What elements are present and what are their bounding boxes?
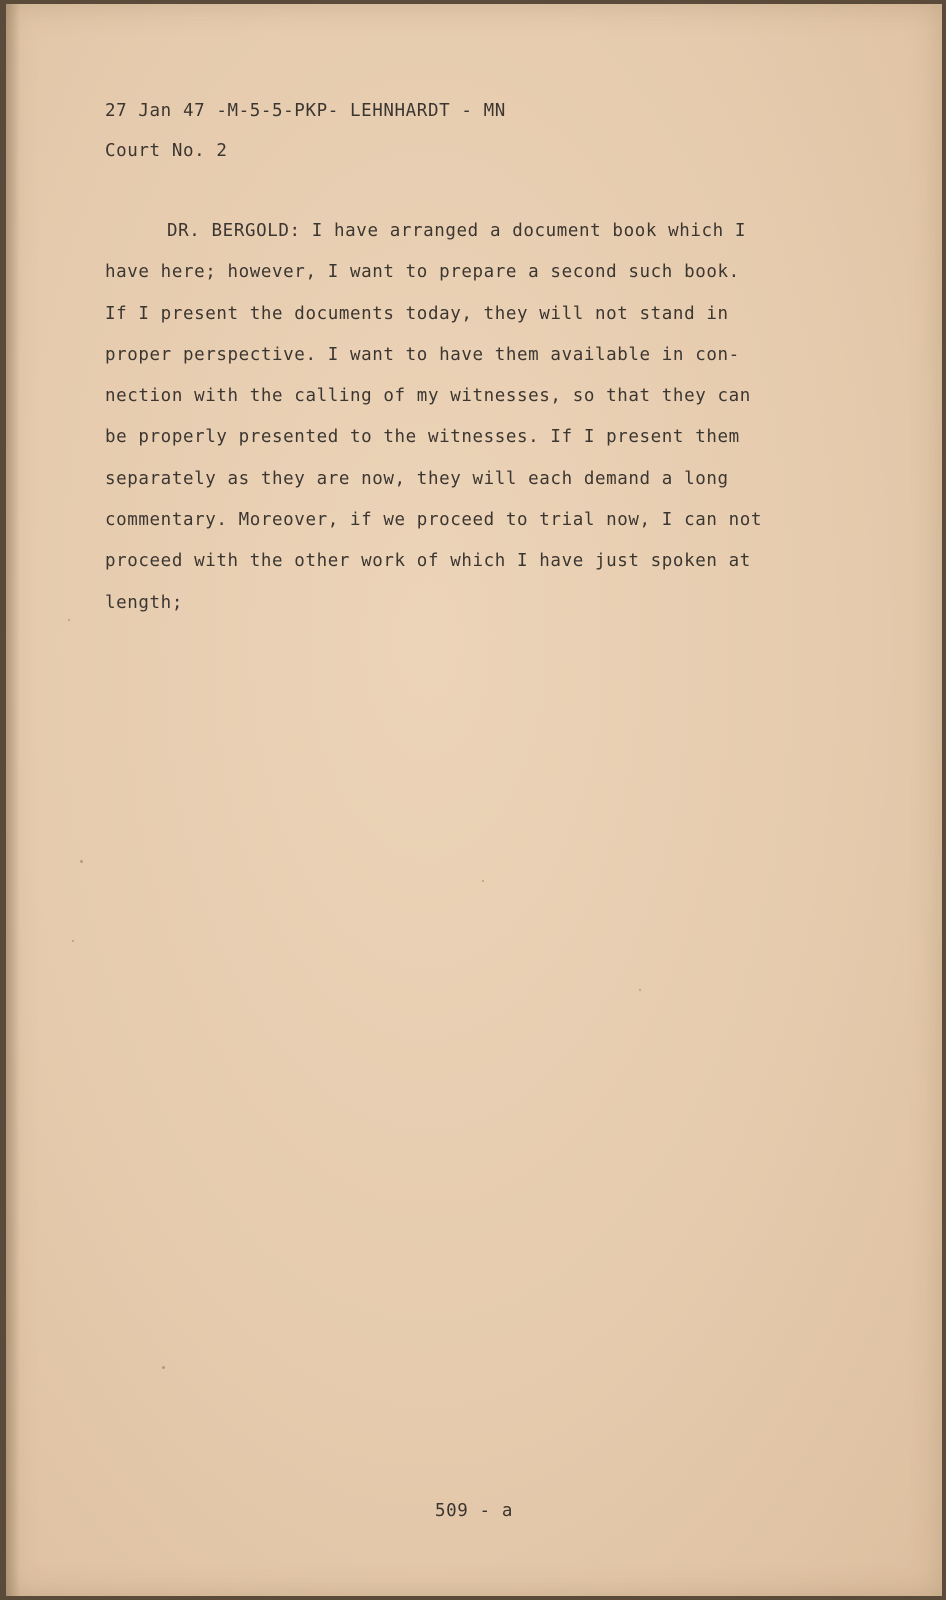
transcript-line: proceed with the other work of which I have just spoken at [105,551,751,572]
transcript-line: DR. BERGOLD: I have arranged a document book which I [167,221,747,241]
paper-speck [68,619,70,621]
paper-speck [72,940,74,942]
transcript-line: be properly presented to the witnesses. If I present them [105,427,740,448]
paper-speck [80,860,83,863]
transcript-line: length; [105,592,183,613]
paper-speck [482,880,484,882]
paper-speck [639,989,641,991]
transcript-line: If I present the documents today, they will not stand in [105,303,729,324]
transcript-line: have here; however, I want to prepare a second such book. [105,262,740,283]
transcript-line: proper perspective. I want to have them available in con- [105,344,740,365]
transcript-line: nection with the calling of my witnesses, so that they can [105,386,751,407]
header-court-number: Court No. 2 [105,141,228,161]
document-page [6,4,942,1596]
transcript-line: commentary. Moreover, if we proceed to trial now, I can not [105,510,763,531]
transcript-line: separately as they are now, they will each demand a long [105,468,729,489]
header-case-reference: 27 Jan 47 -M-5-5-PKP- LEHNHARDT - MN [105,101,506,121]
transcript-body [105,211,855,624]
page-number: 509 - a [435,1501,513,1521]
paper-speck [162,1366,165,1369]
